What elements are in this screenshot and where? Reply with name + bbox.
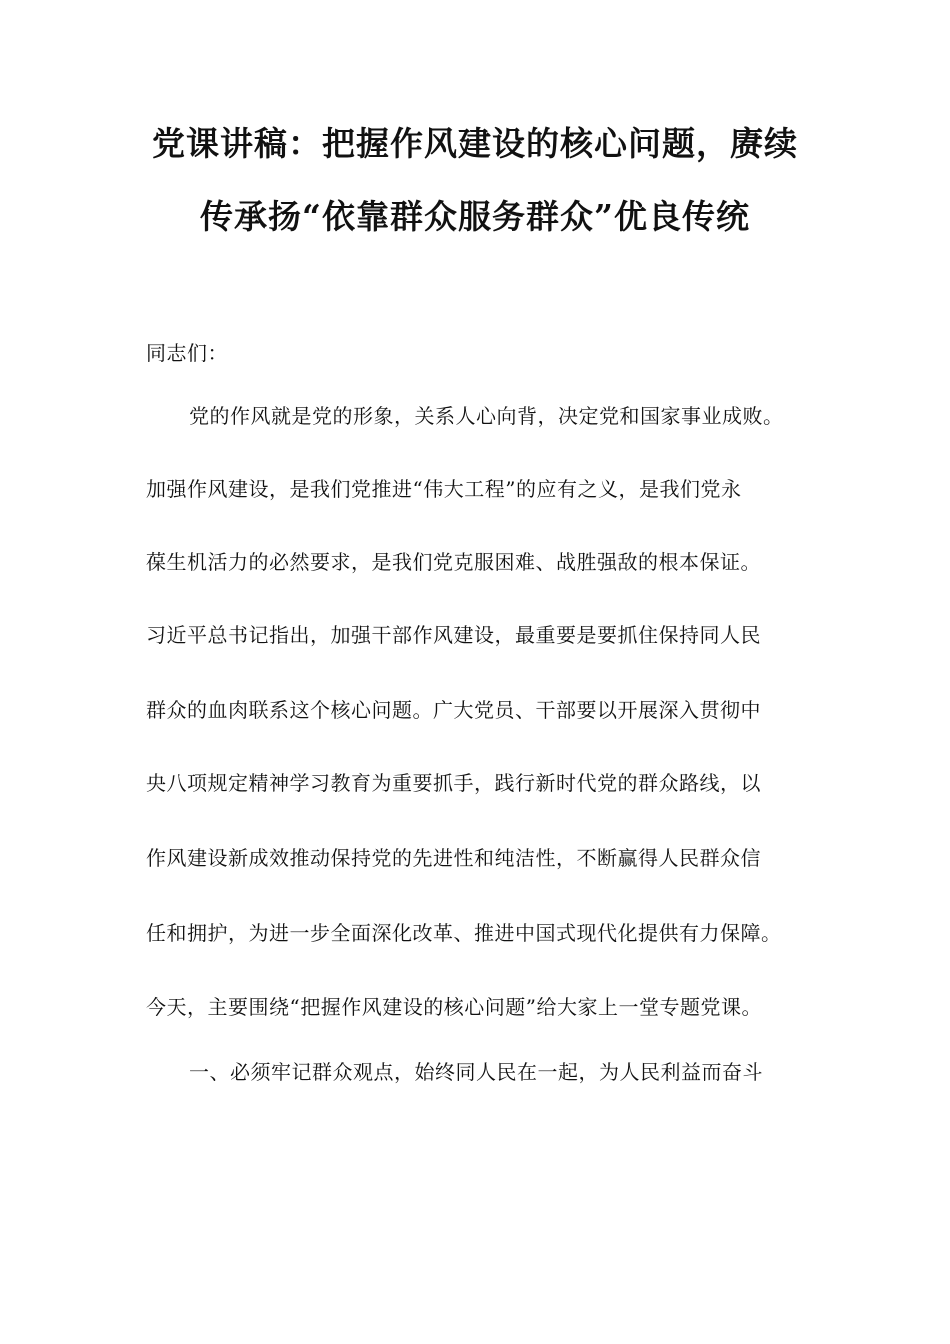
paragraph-line: 党的作风就是党的形象，关系人心向背，决定党和国家事业成败。 <box>189 404 784 428</box>
document-title-line-1: 党课讲稿：把握作风建设的核心问题，赓续 <box>152 124 798 163</box>
document-title-line-2: 传承扬“依靠群众服务群众”优良传统 <box>200 197 750 236</box>
paragraph-line: 任和拥护，为进一步全面深化改革、推进中国式现代化提供有力保障。 <box>146 921 782 945</box>
paragraph-line: 习近平总书记指出，加强干部作风建设，最重要是要抓住保持同人民 <box>146 623 761 647</box>
paragraph-line: 葆生机活力的必然要求，是我们党克服困难、战胜强敌的根本保证。 <box>146 550 761 574</box>
salutation: 同志们： <box>146 341 228 365</box>
section-heading: 一、必须牢记群众观点，始终同人民在一起，为人民利益而奋斗 <box>189 1060 763 1084</box>
paragraph-line: 央八项规定精神学习教育为重要抓手，践行新时代党的群众路线，以 <box>146 771 761 795</box>
paragraph-line: 今天，主要围绕“把握作风建设的核心问题”给大家上一堂专题党课。 <box>146 995 762 1019</box>
paragraph-line: 作风建设新成效推动保持党的先进性和纯洁性，不断赢得人民群众信 <box>146 846 761 870</box>
paragraph-line: 加强作风建设，是我们党推进“伟大工程”的应有之义，是我们党永 <box>146 477 742 501</box>
paragraph-line: 群众的血肉联系这个核心问题。广大党员、干部要以开展深入贯彻中 <box>146 698 761 722</box>
